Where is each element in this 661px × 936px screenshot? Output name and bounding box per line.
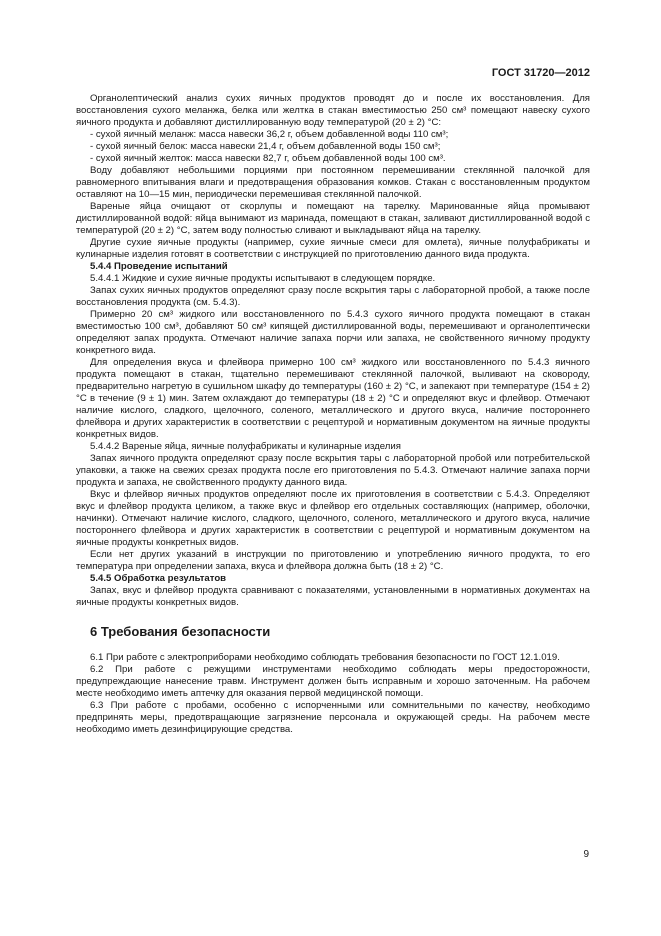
paragraph: 6.3 При работе с пробами, особенно с испорченными или сомнительными по качеству, необходимо предпринять меры, предотвращающие загрязнение персонала и окружающей среды. На рабочем месте необходимо иметь дезинфицирующие средства. [76, 700, 590, 735]
paragraph: 5.4.4.2 Вареные яйца, яичные полуфабрикаты и кулинарные изделия [90, 441, 401, 452]
standard-header: ГОСТ 31720—2012 [491, 67, 590, 79]
subsection-heading: 5.4.5 Обработка результатов [90, 573, 227, 584]
subsection-heading: 5.4.4 Проведение испытаний [90, 261, 228, 272]
paragraph: Другие сухие яичные продукты (например, сухие яичные смеси для омлета), яичные полуфабрикаты и кулинарные изделия готовят в соответствии с инструкцией по приготовлению данного вида продукта. [76, 237, 590, 260]
paragraph: Вареные яйца очищают от скорлупы и помещают на тарелку. Маринованные яйца промывают дистиллированной водой: яйца вынимают из маринада, помещают в стакан, заливают дистиллированной водой с температурой (20 ± 2) °С, затем воду полностью сливают и выкладывают яйца на тарелку. [76, 201, 590, 236]
page-number: 9 [583, 849, 589, 860]
paragraph: 6.1 При работе с электроприборами необходимо соблюдать требования безопасности по ГОСТ 12.1.019. [90, 652, 560, 663]
paragraph: Вкус и флейвор яичных продуктов определяют после их приготовления в соответствии с 5.4.3. Определяют вкус и флейвор продукта целиком, а также вкус и флейвор его отдельных составляющих (например, оболочки, начинки). Отмечают наличие кислого, сладкого, щелочного, соленого, металлического и другого вкуса, наличие постороннего флейвора и других характеристик в соответствии с рецептурой и нормативным документом на яичные продукты конкретных видов. [76, 489, 590, 548]
paragraph: Если нет других указаний в инструкции по приготовлению и употреблению яичного продукта, то его температура при определении запаха, вкуса и флейвора должна быть (18 ± 2) °С. [76, 549, 590, 572]
list-item: - сухой яичный меланж: масса навески 36,2 г, объем добавленной воды 110 см³; [90, 129, 449, 140]
paragraph: Примерно 20 см³ жидкого или восстановленного по 5.4.3 сухого яичного продукта помещают в стакан вместимостью 100 см³, добавляют 50 см³ кипящей дистиллированной воды, перемешивают и органолептически определяют запах продукта. Отмечают наличие запаха порчи или запаха, не свойственного яичному продукту конкретного вида. [76, 309, 590, 356]
paragraph: Запах сухих яичных продуктов определяют сразу после вскрытия тары с лабораторной пробой, а также после восстановления продукта (см. 5.4.3). [76, 285, 590, 308]
list-item: - сухой яичный желток: масса навески 82,7 г, объем добавленной воды 100 см³. [90, 153, 446, 164]
paragraph: Для определения вкуса и флейвора примерно 100 см³ жидкого или восстановленного по 5.4.3 яичного продукта помещают в стакан, тщательно перемешивают стеклянной палочкой, выливают на сковороду, предварительно нагретую в сушильном шкафу до температуры (160 ± 2) °С, и запекают при температуре (154 ± 2) °С в течение (9 ± 1) мин. Затем охлаждают до температуры (18 ± 2) °С и определяют вкус и флейвор. Отмечают наличие кислого, сладкого, щелочного, соленого, металлического и другого вкуса, наличие постороннего флейвора и других характеристик в соответствии с рецептурой и нормативным документом на яичные продукты конкретных видов. [76, 357, 590, 440]
list-item: - сухой яичный белок: масса навески 21,4 г, объем добавленной воды 150 см³; [90, 141, 441, 152]
paragraph: Запах, вкус и флейвор продукта сравнивают с показателями, установленными в нормативных документах на яичные продукты конкретных видов. [76, 585, 590, 608]
paragraph: 6.2 При работе с режущими инструментами необходимо соблюдать меры предосторожности, предупреждающие нанесение травм. Инструмент должен быть исправным и хорошо заточенным. На рабочем месте необходимо иметь аптечку для оказания первой медицинской помощи. [76, 664, 590, 699]
paragraph: 5.4.4.1 Жидкие и сухие яичные продукты испытывают в следующем порядке. [90, 273, 436, 284]
page-content [76, 93, 590, 736]
paragraph: Запах яичного продукта определяют сразу после вскрытия тары с лабораторной пробой или потребительской упаковки, а также на свежих срезах продукта после его приготовления по 5.4.3. Отмечают наличие запаха порчи продукта и запаха, не свойственного продукту данного вида. [76, 453, 590, 488]
paragraph: Воду добавляют небольшими порциями при постоянном перемешивании стеклянной палочкой для равномерного впитывания влаги и предотвращения образования комков. Стакан с восстановленным продуктом оставляют на 10—15 мин, периодически перемешивая стеклянной палочкой. [76, 165, 590, 200]
paragraph: Органолептический анализ сухих яичных продуктов проводят до и после их восстановления. Для восстановления сухого меланжа, белка или желтка в стакан вместимостью 250 см³ помещают навеску сухого яичного продукта и добавляют дистиллированную воду температурой (20 ± 2) °С: [76, 93, 590, 128]
section-title: 6 Требования безопасности [90, 624, 271, 639]
